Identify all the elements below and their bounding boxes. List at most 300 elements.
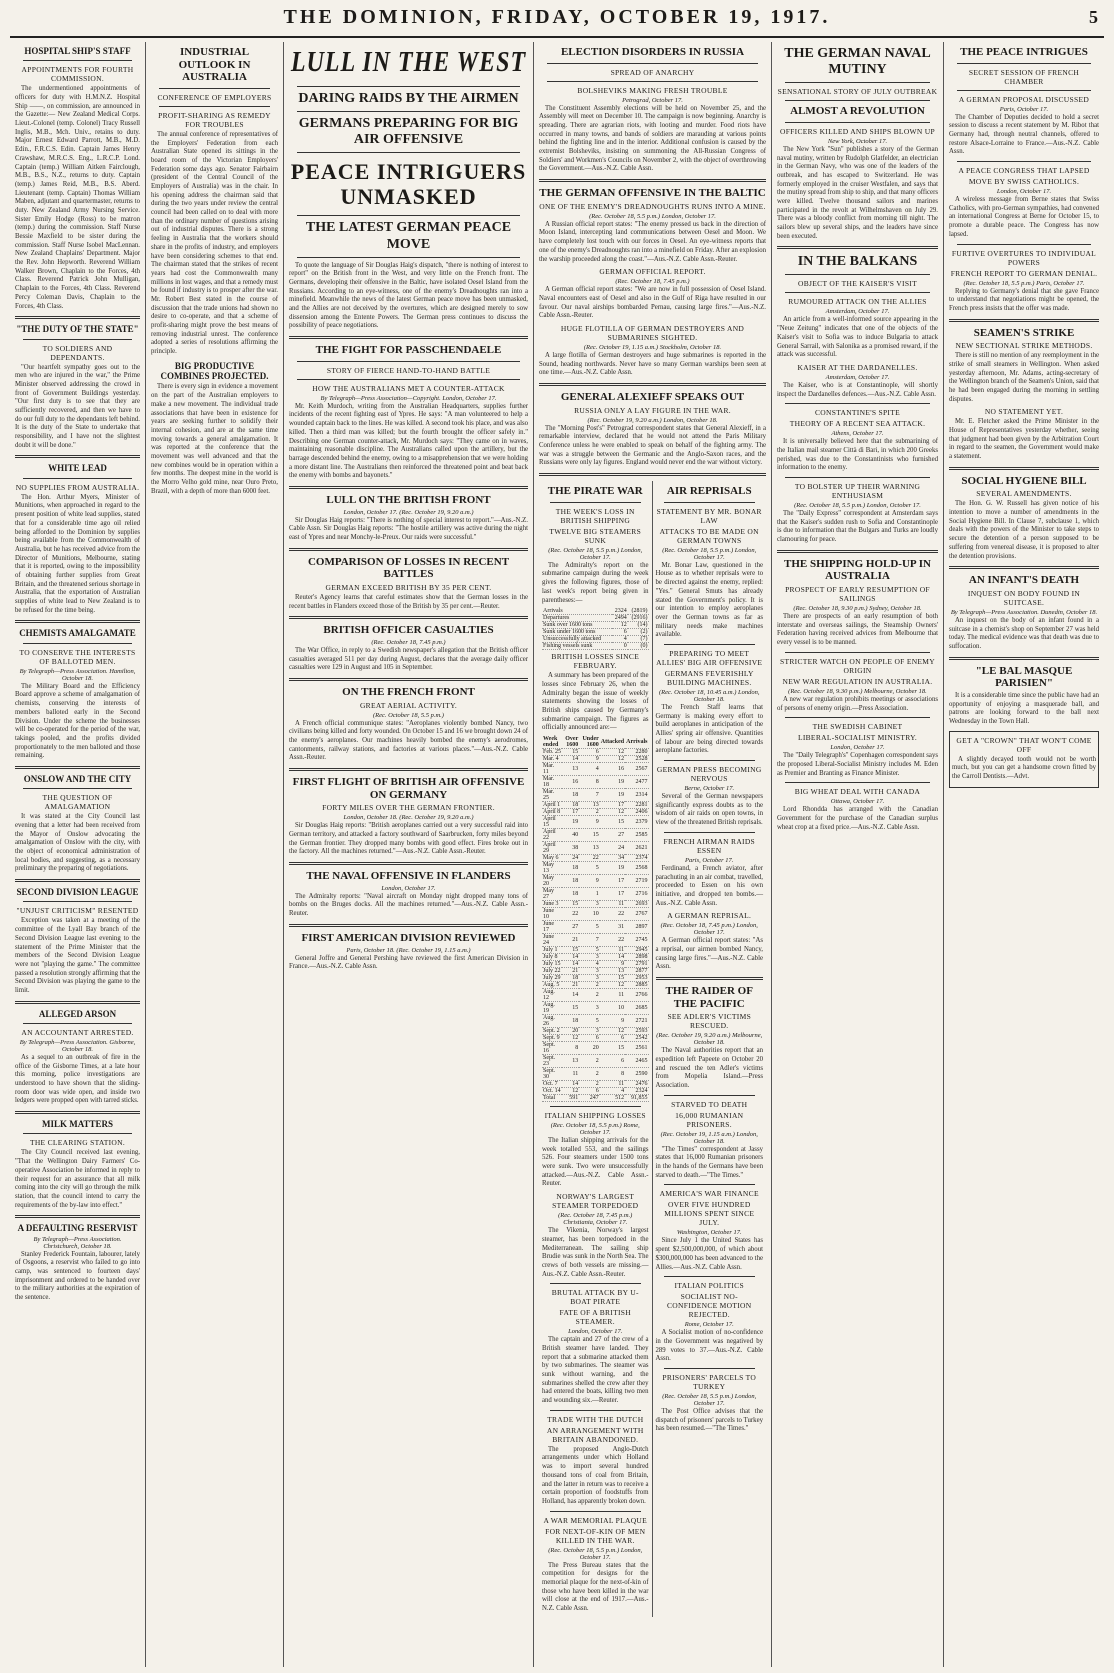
table-row xyxy=(542,1002,649,1015)
table-cell: 14 xyxy=(600,954,625,961)
table-cell: 91,855 xyxy=(625,1095,648,1102)
dateline: (Rec. October 18, 5.5 p.m.) London, October 17. xyxy=(548,546,643,561)
article-text: Since July 1 the United States has spent $2,500,000,000, of which about $300,000,000 has been advanced to the Allies.—Aus.-N.Z. Cable Assn. xyxy=(655,1237,763,1271)
dateline: Paris, October 17. xyxy=(685,856,734,864)
table-cell: 2476 xyxy=(625,1081,648,1088)
dateline: (Rec. October 18, 5.5 p.m.) London, October 17. xyxy=(548,1546,643,1561)
table-cell: 15 xyxy=(600,1042,625,1055)
column-6 xyxy=(944,42,1104,1667)
table-cell: 2585 xyxy=(625,829,648,842)
table-cell: 19 xyxy=(600,776,625,789)
table-cell: June 17 xyxy=(542,921,562,934)
table-cell: 38 xyxy=(562,842,579,855)
table-row xyxy=(542,756,649,763)
subhead: ITALIAN POLITICS xyxy=(674,1281,744,1291)
table-cell: 15 xyxy=(562,901,579,908)
dateline: (Rec. October 18, 9.30 p.m.) Melbourne, October 18. xyxy=(788,687,927,695)
table-cell: 5 xyxy=(579,1015,600,1028)
article-text: The Admiralty reports: "Naval aircraft on Monday night dropped many tons of bombs on the Bruges docks. All the machines returned."—Aus.-N.Z. Cable Assn.-Reuter. xyxy=(289,892,528,918)
article-text: The New York "Sun" publishes a story of the German naval mutiny, written by Rudolph Glatfelder, an electrician in the German Navy, who was one of the leaders of the outbreak, and has escaped to Switzerland. He was formerly employed in the cruiser Westfalen, and says that the mutiny spread from ship to ship, and that many officers were killed. Twelve thousand sailors and marines participated in the revolt at Wilhelmshaven on July 29. There was a bloody conflict from morning till night. The sailors blew up several ships, and the leaders have since been executed. xyxy=(777,145,938,240)
subhead: 16,000 RUMANIAN PRISONERS. xyxy=(675,1110,744,1129)
subhead: AN ARRANGEMENT WITH BRITAIN ABANDONED. xyxy=(546,1425,644,1444)
table-cell: 2898 xyxy=(625,954,648,961)
subhead: NO SUPPLIES FROM AUSTRALIA. xyxy=(15,482,140,492)
article-text: The Hon. Arthur Myers, Minister of Munitions, when approached in regard to the present position of white lead supplies, stated that for a considerable time ago oil relied being afforded to the Dominion by supplies being available from the Commonwealth of Australia, but he has received advice from the Director of Munitions, Melbourne, stating that it is reported, owing to the impossibility of obtaining further supplies from Great Britain, and the threatened serious shortage in Australia, that the exportation of Australian supplies of white lead to New Zealand is to be refused for the time being. xyxy=(15,493,140,614)
masthead-title: THE DOMINION, FRIDAY, OCTOBER 19, 1917. xyxy=(283,6,831,28)
pirate-war-column xyxy=(539,481,653,1617)
table-row xyxy=(542,749,649,756)
subhead: ONE OF THE ENEMY'S DREADNOUGHTS RUNS INTO A MINE. xyxy=(539,201,766,211)
headline: GENERAL ALEXIEFF SPEAKS OUT xyxy=(560,391,745,404)
table-cell: Oct. 7 xyxy=(542,1081,562,1088)
table-cell: April 29 xyxy=(542,842,562,855)
dateline: (Rec. October 18, 10.45 a.m.) London, October 18. xyxy=(658,688,760,703)
subhead: ATTACKS TO BE MADE ON GERMAN TOWNS xyxy=(659,526,759,545)
column-1 xyxy=(10,42,146,1667)
main-subhead: GERMANS PREPARING FOR BIG AIR OFFENSIVE xyxy=(298,115,519,147)
article-text: The Hon. G. W. Russell has given notice of his intention to move a number of amendments in the Social Hygiene Bill. In Clause 7, subclause 1, which deals with the powers of the Minister to take steps to secure the detention of a person supposed to be suffering from venereal disease, it is proposed to alter the detention provisions. xyxy=(949,500,1099,560)
subhead: PROFIT-SHARING AS REMEDY FOR TROUBLES xyxy=(158,110,271,129)
dateline: London, October 17. xyxy=(381,884,436,892)
article-text: A German official report states: "We are now in full possession of Oesel Island. Naval encounters east of Oesel and also in the Gulf of Riga have resulted in our favour. Our naval airships bombarded Pernau, causing large fires."—Aus.-N.Z. Cable Assn.-Reuter. xyxy=(539,286,766,320)
table-row xyxy=(542,615,649,622)
table-cell: April 15 xyxy=(542,816,562,829)
table-cell: 512 xyxy=(600,1095,625,1102)
headline: ELECTION DISORDERS IN RUSSIA xyxy=(560,46,745,58)
article-text: The French Staff learns that Germany is making every effort to build aeroplanes in anticipation of the Allies' spring air offensive. Quantities of labour are being directed towards aeroplane factories. xyxy=(655,703,763,755)
table-cell: 2 xyxy=(579,809,600,816)
table-cell: Sept. 2 xyxy=(542,1028,562,1035)
subhead: INQUEST ON BODY FOUND IN SUITCASE. xyxy=(967,588,1081,607)
table-cell: 13 xyxy=(579,842,600,855)
table-cell: 0 xyxy=(612,643,628,650)
table-cell: 21 xyxy=(562,968,579,975)
subhead: STRICTER WATCH ON PEOPLE OF ENEMY ORIGIN xyxy=(780,656,935,675)
subhead: PROSPECT OF EARLY RESUMPTION OF SAILINGS xyxy=(785,585,930,604)
table-cell: 2885 xyxy=(625,982,648,989)
article-text: The Naval authorities report that an expedition left Papeete on October 20 and rescued the ten Adler's victims from Mopelia Island.—Press Association. xyxy=(655,1047,763,1090)
ad-heading: GET A "CROWN" THAT WON'T COME OFF xyxy=(956,735,1092,754)
table-row xyxy=(542,961,649,968)
table-cell: 2379 xyxy=(625,816,648,829)
headline: ALLEGED ARSON xyxy=(38,1008,117,1019)
subhead: SOCIALIST NO-CONFIDENCE MOTION REJECTED. xyxy=(667,1292,752,1320)
subhead: RUSSIA ONLY A LAY FIGURE IN THE WAR. xyxy=(574,405,731,415)
dateline: (Rec. October 18, 7.45 p.m.) xyxy=(371,638,446,646)
subhead: BRUTAL ATTACK BY U-BOAT PIRATE xyxy=(551,1288,639,1307)
headline: AIR REPRISALS xyxy=(666,485,752,498)
article-text: A wireless message from Berne states that Swiss Catholics, with pro-German sympathies, had convened an international Congress at Berne for October 15, to promote a durable peace. The Congress has now lapsed. xyxy=(949,196,1099,238)
article-text: The "Daily Telegraph's" Copenhagen correspondent says the proposed Liberal-Socialist Ministry includes M. Eden as Premier and Branting as Finance Minister. xyxy=(777,752,938,777)
article-text: General Joffre and General Pershing have reviewed the first American Division in France.—Aus.-N.Z. Cable Assn. xyxy=(289,954,528,971)
table-cell: Sept. 23 xyxy=(542,1055,562,1068)
table-cell: 9 xyxy=(579,816,600,829)
subhead: NORWAY'S LARGEST STEAMER TORPEDOED xyxy=(552,1192,639,1211)
article-text: Lord Rhondda has arranged with the Canadian Government for the purchase of the Canadian surplus wheat crop at a fixed price.—Aus.-N.Z. Cable Assn. xyxy=(777,806,938,831)
table-cell: 27 xyxy=(600,829,625,842)
subhead: ALMOST A REVOLUTION xyxy=(790,105,925,118)
table-cell: July 8 xyxy=(542,954,562,961)
table-cell: Sunk over 1600 tons xyxy=(542,622,612,629)
dateline: (Rec. October 18, 9.30 p.m.) Sydney, October 18. xyxy=(793,605,922,613)
table-cell: Feb. 25 xyxy=(543,749,561,755)
table-cell: 2766 xyxy=(625,989,648,1002)
table-cell: Mar. 11 xyxy=(542,763,562,776)
table-cell: 1 xyxy=(579,888,600,901)
table-cell: 11 xyxy=(600,1081,625,1088)
table-cell: 3 xyxy=(579,901,600,908)
article-text: A French official communique states: "Aeroplanes violently bombed Nancy, two civilians being killed and forty wounded. On October 15 and 16 we brought down 24 of the enemy's aeroplanes. Our machines heavily bombed the enemy's aerodromes, cantonments, railway stations, and factories at various places."—Aus.-N.Z. Cable Assn.-Reuter. xyxy=(289,719,528,762)
table-cell: 7 xyxy=(579,934,600,947)
table-cell: 22 xyxy=(579,855,600,862)
table-cell: 18 xyxy=(562,1015,579,1028)
headline: SOCIAL HYGIENE BILL xyxy=(961,474,1087,487)
column-2 xyxy=(146,42,284,1667)
article-text: Sir Douglas Haig reports: "There is nothing of special interest to report."—Aus.-N.Z. Cable Assn. Sir Douglas Haig reports: "The hostile artillery was active during the night east of Ypres and near Monchy-le-Preux. Our raids were successful." xyxy=(289,516,528,541)
table-cell: April 1 xyxy=(543,802,561,808)
article-text: The proposed Anglo-Dutch arrangements under which Holland was to import several hundred thousand tons of coal from Britain, and the latter in return was to receive a certain proportion of foodstuffs from Holland, has apparently broken down. xyxy=(542,1445,649,1505)
ad-text: A slightly decayed tooth would not be worth much, but you can get a handsome crown fitted by the Carroll Dentists.—Advt. xyxy=(952,755,1096,781)
table-cell: 9 xyxy=(579,756,600,763)
article-text: A German official report states: "As a reprisal, our airmen bombed Nancy, causing large fires."—Aus.-N.Z. Cable Assn. xyxy=(655,937,763,971)
article-text: The undermentioned appointments of officers for duty with H.M.N.Z. Hospital Ship ——, on commission, are announced in the Gazette:— New Zealand Medical Corps. Lieut.-Colonel (temp. Colonel) Tracy Russell Inglis, M.B., Mch. Univ., retains to duty. Major Ernest Edward Parrott, M.B., M.D. Edin., F.R.C.S. Edin. Captain James Henry Crawshaw, M.R.C.S. Eng., L.R.C.P. Lond. Captain (temp.) William Aitken Fairclough, M.B., B.S., N.Z., returns to duty. Captain (temp.) James Reid, M.B., B.S. Aberd. Lieutenant (temp. Captain) Thomas William Maben, adjutant and quartermaster, returns to duty. New Zealand Army Nursing Service. Sister Emily Hodge (Ross) to be matron (temp.) during the commission. Staff Nurse Bessie Maxfield to be sister during the commission. Staff Nurse Isobel MacLennan. New Zealand Chaplains' Department. Major the Rev. John Hepworth. Reverend William Walker Brown, Chaplain to the Forces, 4th Class. Reverend Patrick John Mulligan, Chaplain to the Forces, 4th Class. Reverend Percy Coleman Davis, Chaplain to the Forces, 4th Class. xyxy=(15,85,140,310)
column-5 xyxy=(772,42,944,1667)
table-row xyxy=(542,968,649,975)
table-cell: 2561 xyxy=(625,1042,648,1055)
table-cell: 5 xyxy=(579,921,600,934)
table-cell: Arrivals xyxy=(542,608,612,615)
headline: ON THE FRENCH FRONT xyxy=(342,686,475,699)
subhead: HUGE FLOTILLA OF GERMAN DESTROYERS AND SUBMARINES SIGHTED. xyxy=(560,323,745,342)
subhead: RUMOURED ATTACK ON THE ALLIES xyxy=(788,297,927,307)
table-cell: 3 xyxy=(579,954,600,961)
dateline: (Rec. October 19, 1.15 a.m.) Stockholm, October 18. xyxy=(583,343,722,351)
table-cell: 2719 xyxy=(625,875,648,888)
table-cell: July 22 xyxy=(543,968,561,974)
table-cell: Fishing vessels sunk xyxy=(542,643,612,650)
table-cell: 18 xyxy=(562,975,579,982)
subhead: FOR NEXT-OF-KIN OF MEN KILLED IN THE WAR. xyxy=(545,1526,646,1545)
article-text: The Vikenia, Norway's largest steamer, has been torpedoed in the Mediterranean. The sailing ship Brudie was sunk in the North Sea. The crews of both vessels are missing.—Aus.-N.Z. Cable Assn.-Reuter. xyxy=(542,1227,649,1278)
article-text: Mr. E. Fletcher asked the Prime Minister in the House of Representatives yesterday whether, seeing that judgment had been given by the Arbitration Court in regard to the seamen, the Government would make a statement. xyxy=(949,418,1099,461)
table-cell: 6 xyxy=(600,1035,625,1042)
table-cell: 7 xyxy=(579,789,600,802)
subhead: PREPARING TO MEET ALLIES' BIG AIR OFFENSIVE xyxy=(656,648,763,667)
table-cell: 22 xyxy=(562,908,579,921)
table-cell: 2721 xyxy=(625,1015,648,1028)
table-cell: 4 xyxy=(600,1088,625,1095)
article-text: Ferdinand, a French aviator, after parachuting in an air combat, travelled, proceeded to Essen on his own initiative, and dropped ten bombs.—Aus.-N.Z. Cable Assn. xyxy=(655,864,763,907)
table-cell: 17 xyxy=(600,875,625,888)
table-cell: Aug. 12 xyxy=(542,989,562,1002)
subhead: FRENCH REPORT TO GERMAN DENIAL. xyxy=(950,268,1098,278)
table-row xyxy=(542,842,649,855)
table-cell: June 3 xyxy=(542,901,562,908)
table-cell: May 20 xyxy=(542,875,562,888)
shipping-losses-table xyxy=(542,608,649,650)
column-header: Attacked xyxy=(600,736,625,749)
subhead: THE WEEK'S LOSS IN BRITISH SHIPPING xyxy=(555,506,635,525)
lead-text: To quote the language of Sir Douglas Haig's dispatch, "there is nothing of interest to report" on the British front in the West, and very little on the French front. The Germans, developing their offensive in the Baltic, have isolated Oesel Island from the Russians. According to an eye-witness, one of the enemy's Dreadnoughts ran into a minefield. Meanwhile the news of the latest German peace move has been unmasked, and the Allies are not deceived by the overtures, which are designed merely to sow dissension among the Entente Powers. The German press continues to discuss the possibility of peace negotiations. xyxy=(289,261,528,330)
table-row xyxy=(542,1088,649,1095)
table-cell: 3 xyxy=(579,968,600,975)
table-cell: 2542 xyxy=(625,1035,648,1042)
article-text: As a sequel to an outbreak of fire in the office of the Gisborne Times, at a late hour this morning, police investigations are understood to have shown that the sliding-room door was wide open, and inside two ledgers were propped open with tarred sticks. xyxy=(15,1053,140,1105)
table-row xyxy=(542,629,649,636)
table-cell: Total xyxy=(542,1095,562,1102)
table-row xyxy=(542,643,649,650)
table-cell: 15 xyxy=(600,975,625,982)
headline: "THE DUTY OF THE STATE" xyxy=(16,324,139,335)
table-cell: 2593 xyxy=(625,1028,648,1035)
subhead: GERMAN OFFICIAL REPORT. xyxy=(599,267,706,277)
subhead: THEORY OF A RECENT SEA ATTACK. xyxy=(789,419,926,429)
subhead: ITALIAN SHIPPING LOSSES xyxy=(544,1111,646,1120)
dateline: (Rec. October 18, 7.45 p.m.) Christiania, October 17. xyxy=(558,1212,633,1227)
subhead: SEE ADLER'S VICTIMS RESCUED. xyxy=(667,1012,752,1031)
headline: SECOND DIVISION LEAGUE xyxy=(16,887,139,898)
article-text: Exception was taken at a meeting of the committee of the Lyall Bay branch of the Second Division League last evening to the statement of the Prime Minister that the members of the Second Division League were not "playing the game." The committee passed a resolution strongly affirming that the Second Division was playing the game to the limit. xyxy=(15,917,140,994)
dateline: (Rec. October 18, 7.45 p.m.) London, October 17. xyxy=(660,922,758,937)
table-cell: 2693 xyxy=(625,901,648,908)
table-cell: 2568 xyxy=(625,862,648,875)
table-cell: April 8 xyxy=(543,809,561,815)
subhead: THE CLEARING STATION. xyxy=(29,1138,126,1148)
article-text: There is still no mention of any reemployment in the strike of small steamers in Wellington. When asked yesterday afternoon, Mr. Adams, acting-secretary of the Wellington branch of the Seamen's Union, said that he had been engaged during the morning in settling disputes. xyxy=(949,352,1099,403)
dateline: (Rec. October 19, 9.20 a.m.) Melbourne, October 18. xyxy=(656,1032,763,1047)
table-cell: 2745 xyxy=(625,934,648,947)
table-cell: 591 xyxy=(562,1095,579,1102)
table-cell: May 13 xyxy=(542,862,562,875)
table-cell: 13 xyxy=(579,802,600,809)
headline: IN THE BALKANS xyxy=(797,254,918,270)
dateline: New York, October 17. xyxy=(827,137,888,145)
table-cell: 8 xyxy=(562,1042,579,1055)
table-cell: 22 xyxy=(600,908,625,921)
subhead: CONSTANTINE'S SPITE xyxy=(815,408,900,418)
subhead: STARVED TO DEATH xyxy=(671,1099,748,1109)
table-cell: 2897 xyxy=(625,921,648,934)
headline: THE FIGHT FOR PASSCHENDAELE xyxy=(315,344,502,357)
table-cell: 18 xyxy=(562,875,579,888)
table-cell: 2314 xyxy=(625,789,648,802)
table-cell: 4 xyxy=(579,961,600,968)
table-cell: 5 xyxy=(579,862,600,875)
table-cell: 6 xyxy=(579,1035,600,1042)
dateline: By Telegraph—Press Association. Gisborne, October 18. xyxy=(19,1038,136,1053)
table-cell: 2567 xyxy=(625,763,648,776)
table-cell: 13 xyxy=(600,968,625,975)
table-cell: 12 xyxy=(600,756,625,763)
column-header: Week ended xyxy=(542,736,562,749)
dateline: London, October 17. xyxy=(568,1328,623,1336)
dateline: By Telegraph—Press Association. Hamilton, October 18. xyxy=(19,667,136,682)
table-cell: 2621 xyxy=(625,842,648,855)
table-cell: 15 xyxy=(562,947,579,954)
article-text: The "Daily Express" correspondent at Amsterdam says that the Kaiser's sudden rush to Sofia and Constantinople is due to information that the Bulgars and Turks are loudly clamouring for peace. xyxy=(777,510,938,544)
table-cell: Mar. 18 xyxy=(542,776,562,789)
dateline: Amsterdam, October 17. xyxy=(825,308,890,316)
subhead: A GERMAN PROPOSAL DISCUSSED xyxy=(958,94,1090,104)
article-text: The Constituent Assembly elections will be held on November 25, and the Assembly will meet on December 10. The campaign is now beginning. Anarchy is spreading. There are agrarian riots, with looting and murder. Food riots have occurred in many towns, and bands of soldiers are marauding at various points behind the fighting line and in the interior. Additional confusion is caused by the extremist Bolsheviks, insisting on summoning the All-Russian Congress of Soldiers' and Workmen's Councils on November 2, with the object of overthrowing the Government.—Aus.-N.Z. Cable Assn. xyxy=(539,104,766,173)
table-cell: 6 xyxy=(612,629,628,636)
table-cell: July 1 xyxy=(542,947,562,954)
headline: A DEFAULTING RESERVIST xyxy=(17,1223,138,1234)
page-number: 5 xyxy=(1088,7,1098,27)
table-cell: 3 xyxy=(579,975,600,982)
table-cell: 14 xyxy=(562,1081,579,1088)
table-cell: 9 xyxy=(579,875,600,888)
headline: LULL ON THE BRITISH FRONT xyxy=(326,493,491,506)
table-cell: 247 xyxy=(579,1095,600,1102)
table-row xyxy=(542,934,649,947)
table-cell: 3 xyxy=(579,1002,600,1015)
table-row xyxy=(542,1068,649,1081)
subhead: FATE OF A BRITISH STEAMER. xyxy=(559,1308,631,1327)
headline: COMPARISON OF LOSSES IN RECENT BATTLES xyxy=(307,555,510,581)
table-row xyxy=(542,1081,649,1088)
dateline: London, October 17. xyxy=(996,188,1052,196)
table-cell: (2) xyxy=(628,629,649,636)
table-cell: 2945 xyxy=(625,947,648,954)
headline: "LE BAL MASQUE PARISIEN" xyxy=(975,664,1073,690)
article-text: A new war regulation prohibits meetings or associations of persons of enemy origin.—Press Association. xyxy=(777,695,938,712)
dateline: Berne, October 17. xyxy=(684,785,735,793)
table-row xyxy=(542,776,649,789)
table-cell: 11 xyxy=(600,901,625,908)
table-cell: 18 xyxy=(562,789,579,802)
subhead: FURTIVE OVERTURES TO INDIVIDUAL POWERS xyxy=(951,248,1097,267)
table-row xyxy=(542,947,649,954)
subhead: GREAT AERIAL ACTIVITY. xyxy=(359,700,458,710)
table-cell: 3 xyxy=(579,1028,600,1035)
dateline: London, October 17. xyxy=(830,744,885,752)
table-row xyxy=(542,809,649,816)
table-cell: Departures xyxy=(542,615,612,622)
subhead: MOVE BY SWISS CATHOLICS. xyxy=(968,177,1080,187)
article-text: There is every sign in evidence a movement on the part of the Australian employers to make a new movement. The individual trade associations that have been in existence for years are seeking further to solidify their internal cohesion, and are at the same time moving towards a general amalgamation. It was reported at the conference that the movement was well advanced and that the new combines would be in operation within a few months. The deepest mine in the world is the Morro Velho gold mine, near Ouro Preto, Brazil, with a depth of more than 6000 feet. xyxy=(151,383,278,495)
headline: WHITE LEAD xyxy=(48,463,107,474)
dateline: London, October 17. (Rec. October 19, 9.20 a.m.) xyxy=(343,508,474,516)
dateline: Amsterdam, October 17. xyxy=(825,373,890,381)
table-cell: Mar. 25 xyxy=(542,789,562,802)
table-cell: 21 xyxy=(562,982,579,989)
air-reprisals-column xyxy=(653,481,767,1617)
table-cell: April 22 xyxy=(542,829,562,842)
table-cell: 14 xyxy=(562,961,579,968)
headline: FIRST AMERICAN DIVISION REVIEWED xyxy=(301,931,516,944)
subhead: AMERICA'S WAR FINANCE xyxy=(659,1189,759,1199)
article-text: A summary has been prepared of the losses since February 26, when the Admiralty began the issue of weekly statements showing the losses of British ships caused by Germany's submarine campaign. The figures as officially announced are:— xyxy=(542,672,649,732)
article-text: The Post Office advises that the dispatch of prisoners' parcels to Turkey has been resumed.—"The Times." xyxy=(655,1407,763,1433)
subhead: KAISER AT THE DARDANELLES. xyxy=(797,362,918,372)
table-cell: 12 xyxy=(600,982,625,989)
dateline: (Rec. October 18, 5.5 p.m.) London, October 17. xyxy=(589,212,716,220)
table-cell: 9 xyxy=(600,1015,625,1028)
article-text: The Admiralty's report on the submarine campaign during the week gives the following figures, those of last week's report being given in parentheses:— xyxy=(542,561,649,604)
table-cell: 11 xyxy=(562,1068,579,1081)
table-cell: 12 xyxy=(600,749,625,756)
table-cell: (2819) xyxy=(628,608,649,615)
table-cell: 18 xyxy=(562,862,579,875)
table-cell: July 15 xyxy=(543,961,561,967)
headline: BRITISH OFFICER CASUALTIES xyxy=(323,624,494,637)
table-row xyxy=(542,862,649,875)
table-cell: 2 xyxy=(579,1081,600,1088)
masthead xyxy=(10,6,1104,38)
subhead: A GERMAN REPRISAL. xyxy=(667,911,752,921)
table-cell: 17 xyxy=(562,809,579,816)
table-cell: 2767 xyxy=(625,908,648,921)
table-cell: Sept. 16 xyxy=(542,1042,562,1055)
table-row xyxy=(542,1028,649,1035)
article-text: The captain and 27 of the crew of a British steamer have landed. They report that a submarine attacked them by two submarines. The steamer was sunk without warning, and the submarines shelled the crew after they had entered the boats, killing two men and wounding six.—Reuter. xyxy=(542,1336,649,1405)
table-cell: Unsuccessfully attacked xyxy=(542,636,612,643)
subhead: BRITISH LOSSES SINCE FEBRUARY. xyxy=(551,652,640,671)
table-row xyxy=(542,901,649,908)
table-cell: 19 xyxy=(600,789,625,802)
table-cell: 2 xyxy=(579,982,600,989)
table-cell: 5 xyxy=(579,947,600,954)
table-cell: 2374 xyxy=(625,855,648,862)
table-cell: 6 xyxy=(579,1088,600,1095)
table-cell: 8 xyxy=(600,1068,625,1081)
subhead: OBJECT OF THE KAISER'S VISIT xyxy=(798,279,917,289)
dateline: (Rec. October 19, 9.20 a.m.) London, October 18. xyxy=(587,416,718,424)
table-cell: 21 xyxy=(562,934,579,947)
table-row xyxy=(542,802,649,809)
article-text: "The Times" correspondent at Jassy states that 16,000 Rumanian prisoners in the hands of the Germans have been starved to death.—"The Times." xyxy=(655,1145,763,1179)
article-text: An inquest on the body of an infant found in a suitcase in a chemist's shop on September 27 was held today. The medical evidence was that death was due to suffocation. xyxy=(949,616,1099,650)
headline: MILK MATTERS xyxy=(41,1119,114,1130)
table-row xyxy=(542,1015,649,1028)
table-cell: 2791 xyxy=(625,961,648,968)
subhead: NEW WAR REGULATION IN AUSTRALIA. xyxy=(782,676,933,686)
subhead: PRISONERS' PARCELS TO TURKEY xyxy=(662,1372,757,1391)
subhead: CONFERENCE OF EMPLOYERS xyxy=(157,92,272,102)
subhead: TWELVE BIG STEAMERS SUNK xyxy=(549,526,642,545)
article-text: Mr. Keith Murdoch, writing from the Australian Headquarters, supplies further incidents of the recent fighting east of Ypres. He says: "A man volunteered to help a wounded captain back to the lines. He was killed. A second took his place, and was also killed. Then a third man was killed; but the fourth brought the officer safely in." Describing one German counter-attack, Mr. Murdoch says: "They came on in waves, maintaining reasonable discipline. The Australians called upon the artillery, but the barrage descended behind the enemy, owing to a misapprehension that we were holding a more distant line. The Australians then reinforced the threatened point and beat back the enemy with bombs and bayonets." xyxy=(289,402,528,480)
table-cell: 10 xyxy=(579,908,600,921)
table-cell: 8 xyxy=(579,776,600,789)
table-cell: 14 xyxy=(562,989,579,1002)
table-cell: Aug. 5 xyxy=(542,982,562,989)
article-text: An article from a well-informed source appearing in the "Neue Zeitung" indicates that one of the objects of the Kaiser's visit to Sofia was to induce Bulgaria to attack General Sarrail, with Salonika as a promised reward, if the attack was successful. xyxy=(777,316,938,359)
headline: AN INFANT'S DEATH xyxy=(968,574,1080,587)
article-text: The Military Board and the Efficiency Board approve a scheme of amalgamation of chemists, conserving the interests of members balloted early in the Second Division. Under the scheme the businesses will be co-operated for the period of the war, takings pooled, and the profits divided proportionately to the men balloted and those remaining. xyxy=(15,682,140,760)
table-row xyxy=(542,954,649,961)
table-cell: June 24 xyxy=(542,934,562,947)
subhead: SEVERAL AMENDMENTS. xyxy=(976,489,1072,499)
headline: INDUSTRIAL OUTLOOK IN AUSTRALIA xyxy=(178,46,251,84)
dateline: By Telegraph—Press Association. Dunedin, October 18. xyxy=(950,608,1098,616)
table-cell: 16 xyxy=(600,763,625,776)
table-row xyxy=(542,636,649,643)
subhead: TO CONSERVE THE INTERESTS OF BALLOTED MEN. xyxy=(19,647,136,666)
table-row xyxy=(542,1095,649,1102)
article-text: The City Council received last evening, "That the Wellington Dairy Farmers' Co-operative Association be informed in reply to their request for an assurance that all milk coming into the city will go through the milk station, that the council intend to carry the requirements of the by-law into effect." xyxy=(15,1149,140,1209)
main-subhead: THE LATEST GERMAN PEACE MOVE xyxy=(305,220,512,252)
table-cell: 2953 xyxy=(625,975,648,982)
table-row xyxy=(542,816,649,829)
table-cell: May 27 xyxy=(542,888,562,901)
table-cell: 14 xyxy=(562,756,579,763)
subhead: NEW SECTIONAL STRIKE METHODS. xyxy=(955,341,1093,351)
weekly-losses-table xyxy=(542,736,649,1102)
table-cell: 20 xyxy=(579,1042,600,1055)
table-cell: 31 xyxy=(600,921,625,934)
table-cell: Sept. 9 xyxy=(542,1035,562,1042)
